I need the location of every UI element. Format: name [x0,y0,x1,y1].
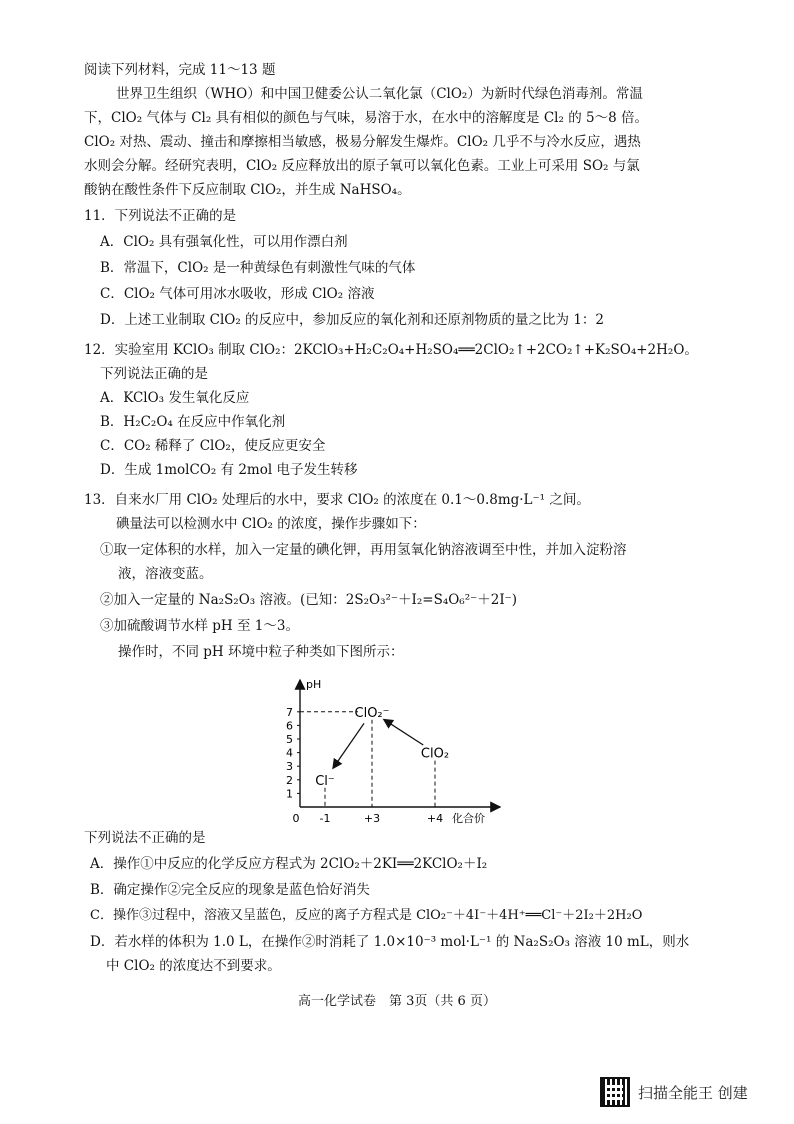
scanner-watermark-text: 扫描全能王 创建 [638,1083,748,1102]
question-12-stem: 12．实验室用 KClO₃ 制取 ClO₂：2KClO₃+H₂C₂O₄+H₂SO₄══2ClO₂↑+2CO₂↑+K₂SO₄+2H₂O。 [84,342,698,358]
x-tick-label: +3 [363,812,381,825]
question-12-option-d: D．生成 1molCO₂ 有 2mol 电子发生转移 [100,462,358,478]
intro-paragraph-line: 水则会分解。经研究表明，ClO₂ 反应释放出的原子氧可以氧化色素。工业上可采用 SO₂ 与氯 [84,158,640,174]
transition-arrow [333,723,364,768]
species-point-label: ClO₂ [420,746,450,762]
question-13-stem-2: 碘量法可以检测水中 ClO₂ 的浓度，操作步骤如下： [116,516,426,532]
scanner-watermark [600,1075,748,1109]
species-point-label: Cl⁻ [315,773,335,789]
question-11-option-d: D．上述工业制取 ClO₂ 的反应中，参加反应的氧化剂和还原剂物质的量之比为 1：2 [100,312,605,328]
question-13-option-a: A．操作①中反应的化学反应方程式为 2ClO₂＋2KI══2KClO₂＋I₂ [90,856,488,872]
intro-paragraph-line: 下，ClO₂ 气体与 Cl₂ 具有相似的颜色与气味，易溶于水，在水中的溶解度是 Cl₂ 的 5～8 倍。 [84,110,648,126]
qr-code-icon [600,1077,630,1107]
question-11-stem: 11．下列说法不正确的是 [84,208,237,224]
origin-label: 0 [292,812,300,825]
y-tick-label: 5 [286,733,293,746]
y-tick-label: 2 [286,773,293,787]
chart-svg [280,672,510,832]
question-13-option-b: B．确定操作②完全反应的现象是蓝色恰好消失 [90,882,370,898]
intro-paragraph-line: 世界卫生组织（WHO）和中国卫健委公认二氧化氯（ClO₂）为新时代绿色消毒剂。常温 [116,86,643,102]
question-12-option-c: C．CO₂ 稀释了 ClO₂，使反应更安全 [100,438,326,454]
question-13-step-3: ③加硫酸调节水样 pH 至 1～3。 [100,618,299,634]
question-13-option-d: D．若水样的体积为 1.0 L，在操作②时消耗了 1.0×10⁻³ mol·L⁻¹ 的 Na₂S₂O₃ 溶液 10 mL，则水 [90,934,690,950]
y-tick-label: 4 [286,746,293,760]
question-11-option-c: C．ClO₂ 气体可用冰水吸收，形成 ClO₂ 溶液 [100,286,375,302]
x-axis-label: 化合价 [452,812,485,825]
ph-species-chart [280,672,510,832]
transition-arrow [384,719,423,745]
question-13-option-c: C．操作③过程中，溶液又呈蓝色，反应的离子方程式是 ClO₂⁻＋4I⁻＋4H⁺══Cl⁻＋2I₂＋2H₂O [90,908,643,923]
question-11-option-b: B．常温下，ClO₂ 是一种黄绿色有刺激性气味的气体 [100,260,416,276]
question-12-stem-2: 下列说法正确的是 [100,366,208,382]
question-13-step-1: ①取一定体积的水样，加入一定量的碘化钾，再用氢氧化钠溶液调至中性，并加入淀粉溶 [100,542,627,558]
x-tick-label: +4 [426,812,444,825]
intro-paragraph-line: ClO₂ 对热、震动、撞击和摩擦相当敏感，极易分解发生爆炸。ClO₂ 几乎不与冷水反应，遇热 [84,134,641,150]
intro-paragraph-line: 酸钠在酸性条件下反应制取 ClO₂，并生成 NaHSO₄。 [84,182,411,198]
x-tick-label: -1 [319,812,331,825]
question-13-option-d-cont: 中 ClO₂ 的浓度达不到要求。 [106,958,281,974]
species-point-label: ClO₂⁻ [354,705,390,721]
y-tick-label: 6 [286,719,293,733]
question-13-chart-intro: 操作时，不同 pH 环境中粒子种类如下图所示： [118,644,404,660]
question-12-option-a: A．KClO₃ 发生氧化反应 [100,390,250,406]
y-tick-label: 1 [286,787,293,801]
y-tick-label: 7 [286,705,293,719]
page-footer: 高一化学试卷 第 3页（共 6 页） [298,994,496,1009]
y-axis-label: pH [306,678,322,691]
question-13-step-1-cont: 液，溶液变蓝。 [118,566,213,582]
y-tick-label: 3 [286,760,293,774]
question-13-stem: 13．自来水厂用 ClO₂ 处理后的水中，要求 ClO₂ 的浓度在 0.1～0.8mg·L⁻¹ 之间。 [84,492,590,508]
question-13-stem-3: 下列说法不正确的是 [84,830,206,846]
question-13-step-2: ②加入一定量的 Na₂S₂O₃ 溶液。(已知：2S₂O₃²⁻＋I₂=S₄O₆²⁻＋2I⁻) [100,592,518,608]
question-12-option-b: B．H₂C₂O₄ 在反应中作氧化剂 [100,414,286,430]
intro-heading: 阅读下列材料，完成 11～13 题 [84,62,276,78]
question-11-option-a: A．ClO₂ 具有强氧化性，可以用作漂白剂 [100,234,348,250]
